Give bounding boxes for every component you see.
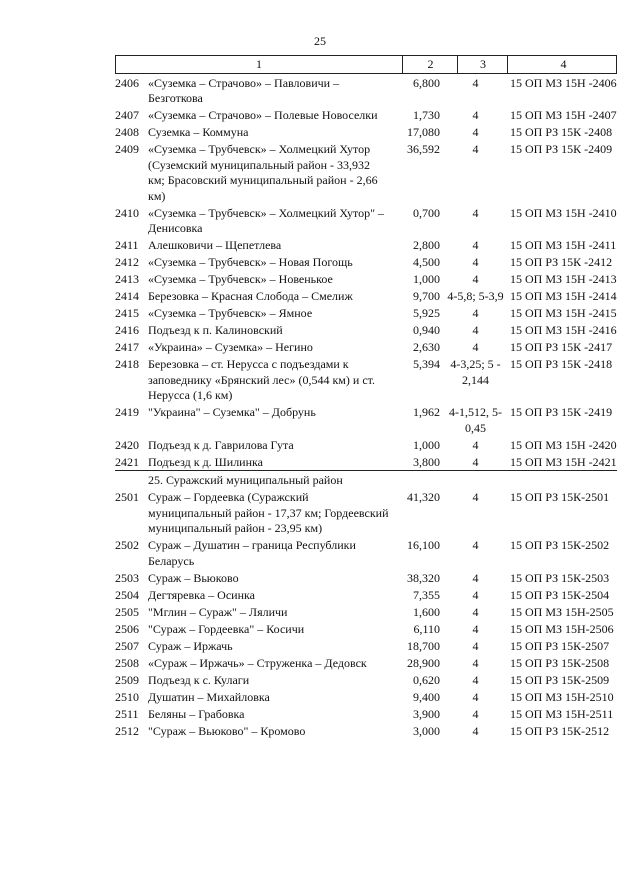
table-row (115, 724, 617, 740)
table-row (115, 490, 617, 537)
road-category: 4-1,512, 5-0,45 (449, 405, 502, 435)
road-name: Сураж – Гордеевка (Суражский муниципальный район - 17,37 км; Гордеевский муниципальный район - 23,95 км) (148, 490, 389, 535)
road-length: 1,000 (413, 272, 440, 286)
road-name: Подъезд к с. Кулаги (148, 672, 250, 687)
road-name: «Украина» – Суземка» – Негино (148, 340, 313, 354)
table-row (115, 340, 617, 356)
table-body-surazhsky (115, 490, 617, 739)
road-length: 4,500 (413, 255, 440, 269)
section-title: 25. Суражский муниципальный район (148, 473, 343, 487)
road-length: 3,800 (413, 454, 440, 469)
road-length: 9,700 (413, 289, 440, 303)
row-number: 2501 (115, 490, 139, 504)
road-length: 6,800 (413, 75, 440, 90)
road-category: 4 (472, 490, 479, 504)
road-name: Подъезд к п. Калиновский (148, 323, 283, 337)
header-col-2: 2 (402, 56, 458, 73)
header-col-3: 3 (457, 56, 508, 73)
road-length: 7,355 (413, 587, 440, 602)
road-length: 3,000 (413, 723, 440, 738)
row-number: 2407 (115, 108, 139, 122)
road-code: 15 ОП МЗ 15Н -2416 (510, 323, 617, 337)
road-category: 4 (472, 689, 479, 704)
table-row (115, 142, 617, 204)
table-row (115, 306, 617, 322)
road-category: 4 (472, 638, 479, 653)
road-length: 3,900 (413, 706, 440, 721)
road-category: 4 (472, 255, 479, 269)
road-length: 2,630 (413, 340, 440, 354)
road-name: «Суземка – Трубчевск» – Холмецкий Хутор" – Денисовка (148, 205, 385, 235)
road-name: Душатин – Михайловка (148, 689, 270, 704)
road-name: Сураж – Иржачь (148, 638, 233, 653)
road-code: 15 ОП РЗ 15К -2408 (510, 125, 613, 139)
road-category: 4 (472, 570, 479, 585)
road-code: 15 ОП МЗ 15Н -2413 (510, 272, 617, 286)
road-length: 5,394 (413, 357, 440, 371)
road-category: 4 (472, 454, 479, 469)
road-category: 4 (472, 125, 479, 139)
road-code: 15 ОП РЗ 15К -2419 (510, 405, 613, 419)
row-number: 2504 (115, 587, 139, 602)
road-code: 15 ОП МЗ 15Н-2511 (510, 706, 614, 721)
road-length: 1,730 (413, 108, 440, 122)
road-code: 15 ОП МЗ 15Н-2506 (510, 621, 614, 636)
road-code: 15 ОП РЗ 15К-2512 (510, 723, 610, 738)
road-name: «Сураж – Иржачь» – Струженка – Дедовск (148, 655, 367, 670)
table-row (115, 707, 617, 723)
table-row (115, 238, 617, 254)
road-name: "Мглин – Сураж" – Ляличи (148, 604, 288, 619)
row-number: 2509 (115, 672, 139, 687)
row-number: 2412 (115, 255, 139, 269)
road-code: 15 ОП РЗ 15К-2501 (510, 490, 610, 504)
road-length: 0,700 (413, 205, 440, 220)
road-name: Березовка – ст. Нерусса с подъездами к заповеднику «Брянский лес» (0,544 км) и ст. Нерусса (1,6 км) (148, 357, 375, 402)
row-number: 2510 (115, 689, 139, 704)
row-number: 2410 (115, 205, 139, 220)
road-name: Сураж – Душатин – граница Республики Беларусь (148, 538, 356, 568)
row-number: 2506 (115, 621, 139, 636)
row-number: 2503 (115, 570, 139, 585)
road-length: 1,962 (413, 405, 440, 419)
road-length: 6,110 (413, 621, 440, 636)
road-length: 2,800 (413, 238, 440, 252)
road-category: 4 (472, 655, 479, 670)
road-category: 4-5,8; 5-3,9 (447, 289, 504, 303)
road-name: «Суземка – Трубчевск» – Холмецкий Хутор (Суземский муниципальный район - 33,932 км; Брасовский муниципальный район - 2,66 км) (148, 142, 378, 203)
row-number: 2415 (115, 306, 139, 320)
road-category: 4 (472, 323, 479, 337)
table-row (115, 673, 617, 689)
table-row (115, 690, 617, 706)
table-row (115, 622, 617, 638)
road-length: 17,080 (407, 125, 440, 139)
page-number: 25 (314, 34, 326, 48)
road-category: 4 (472, 238, 479, 252)
road-length: 36,592 (407, 142, 440, 156)
row-number: 2417 (115, 340, 139, 354)
road-category: 4 (472, 706, 479, 721)
road-name: «Суземка – Трубчевск» – Новая Погощь (148, 255, 353, 269)
road-length: 16,100 (407, 538, 440, 552)
road-category: 4 (472, 437, 479, 452)
road-length: 0,940 (413, 323, 440, 337)
table-row (115, 289, 617, 305)
road-category: 4 (472, 621, 479, 636)
table-row (115, 656, 617, 672)
road-name: Дегтяревка – Осинка (148, 587, 255, 602)
section-divider (115, 470, 617, 471)
road-name: Алешковичи – Щепетлева (148, 238, 282, 252)
road-code: 15 ОП МЗ 15Н-2510 (510, 689, 614, 704)
road-code: 15 ОП РЗ 15К -2409 (510, 142, 613, 156)
row-number: 2406 (115, 75, 139, 90)
road-name: Подъезд к д. Гаврилова Гута (148, 437, 294, 452)
table-row (115, 125, 617, 141)
road-category: 4-3,25; 5 - 2,144 (450, 357, 501, 387)
road-code: 15 ОП РЗ 15К -2418 (510, 357, 613, 371)
table-row (115, 255, 617, 271)
road-name: «Суземка – Страчово» – Павловичи – Безготкова (148, 75, 340, 105)
road-name: Подъезд к д. Шилинка (148, 454, 264, 469)
table-row (115, 455, 617, 471)
road-code: 15 ОП РЗ 15К -2417 (510, 340, 613, 354)
road-code: 15 ОП МЗ 15Н -2410 (510, 205, 617, 220)
road-name: "Украина" – Суземка" – Добрунь (148, 405, 316, 419)
table-row (115, 538, 617, 569)
road-list-table (115, 55, 617, 739)
road-category: 4 (472, 340, 479, 354)
road-category: 4 (472, 538, 479, 552)
row-number: 2511 (115, 706, 139, 721)
row-number: 2420 (115, 437, 139, 452)
road-length: 18,700 (407, 638, 440, 653)
road-code: 15 ОП МЗ 15Н -2411 (510, 238, 617, 252)
road-name: «Суземка – Страчово» – Полевые Новоселки (148, 108, 378, 122)
table-header (115, 55, 617, 74)
table-row (115, 108, 617, 124)
road-length: 38,320 (407, 570, 440, 585)
road-code: 15 ОП МЗ 15Н -2415 (510, 306, 617, 320)
table-row (115, 588, 617, 604)
road-category: 4 (472, 75, 479, 90)
road-code: 15 ОП МЗ 15Н -2407 (510, 108, 617, 122)
row-number: 2419 (115, 405, 139, 419)
road-name: Сураж – Вьюково (148, 570, 239, 585)
road-name: Березовка – Красная Слобода – Смелиж (148, 289, 353, 303)
table-row (115, 571, 617, 587)
road-code: 15 ОП МЗ 15Н -2414 (510, 289, 617, 303)
road-code: 15 ОП РЗ 15К-2507 (510, 638, 610, 653)
road-length: 0,620 (413, 672, 440, 687)
row-number: 2413 (115, 272, 139, 286)
road-length: 9,400 (413, 689, 440, 704)
road-name: Беляны – Грабовка (148, 706, 245, 721)
table-row (115, 405, 617, 436)
road-code: 15 ОП МЗ 15Н-2505 (510, 604, 614, 619)
row-number: 2421 (115, 454, 139, 469)
table-row (115, 206, 617, 237)
road-code: 15 ОП РЗ 15К-2508 (510, 655, 610, 670)
road-category: 4 (472, 306, 479, 320)
table-body-suzemsky (115, 76, 617, 471)
road-code: 15 ОП РЗ 15К-2509 (510, 672, 610, 687)
road-length: 1,600 (413, 604, 440, 619)
row-number: 2414 (115, 289, 139, 303)
road-category: 4 (472, 205, 479, 220)
row-number: 2502 (115, 538, 139, 552)
row-number: 2416 (115, 323, 139, 337)
road-category: 4 (472, 672, 479, 687)
road-code: 15 ОП РЗ 15К-2504 (510, 587, 610, 602)
road-name: «Суземка – Трубчевск» – Новенькое (148, 272, 333, 286)
road-code: 15 ОП РЗ 15К-2503 (510, 570, 610, 585)
road-category: 4 (472, 604, 479, 619)
table-row (115, 357, 617, 404)
road-length: 41,320 (407, 490, 440, 504)
road-name: "Сураж – Гордеевка" – Косичи (148, 621, 305, 636)
table-row (115, 605, 617, 621)
road-category: 4 (472, 108, 479, 122)
row-number: 2508 (115, 655, 139, 670)
road-category: 4 (472, 723, 479, 738)
road-code: 15 ОП МЗ 15Н -2421 (510, 454, 617, 469)
road-category: 4 (472, 272, 479, 286)
road-length: 28,900 (407, 655, 440, 670)
road-category: 4 (472, 587, 479, 602)
header-col-1: 1 (256, 57, 262, 71)
table-row (115, 639, 617, 655)
road-name: "Сураж – Вьюково" – Кромово (148, 723, 306, 738)
road-length: 5,925 (413, 306, 440, 320)
road-code: 15 ОП РЗ 15К -2412 (510, 255, 613, 269)
row-number: 2409 (115, 142, 139, 156)
road-category: 4 (472, 142, 479, 156)
table-row (115, 76, 617, 107)
row-number: 2507 (115, 638, 139, 653)
road-code: 15 ОП МЗ 15Н -2420 (510, 437, 617, 452)
table-row (115, 438, 617, 454)
road-code: 15 ОП РЗ 15К-2502 (510, 538, 610, 552)
row-number: 2408 (115, 125, 139, 139)
header-col-4: 4 (507, 56, 619, 73)
table-row (115, 272, 617, 288)
row-number: 2512 (115, 723, 139, 738)
table-row (115, 323, 617, 339)
row-number: 2505 (115, 604, 139, 619)
row-number: 2411 (115, 238, 139, 252)
road-length: 1,000 (413, 437, 440, 452)
road-code: 15 ОП МЗ 15Н -2406 (510, 75, 617, 90)
road-name: Суземка – Коммуна (148, 125, 249, 139)
road-name: «Суземка – Трубчевск» – Ямное (148, 306, 313, 320)
row-number: 2418 (115, 357, 139, 371)
